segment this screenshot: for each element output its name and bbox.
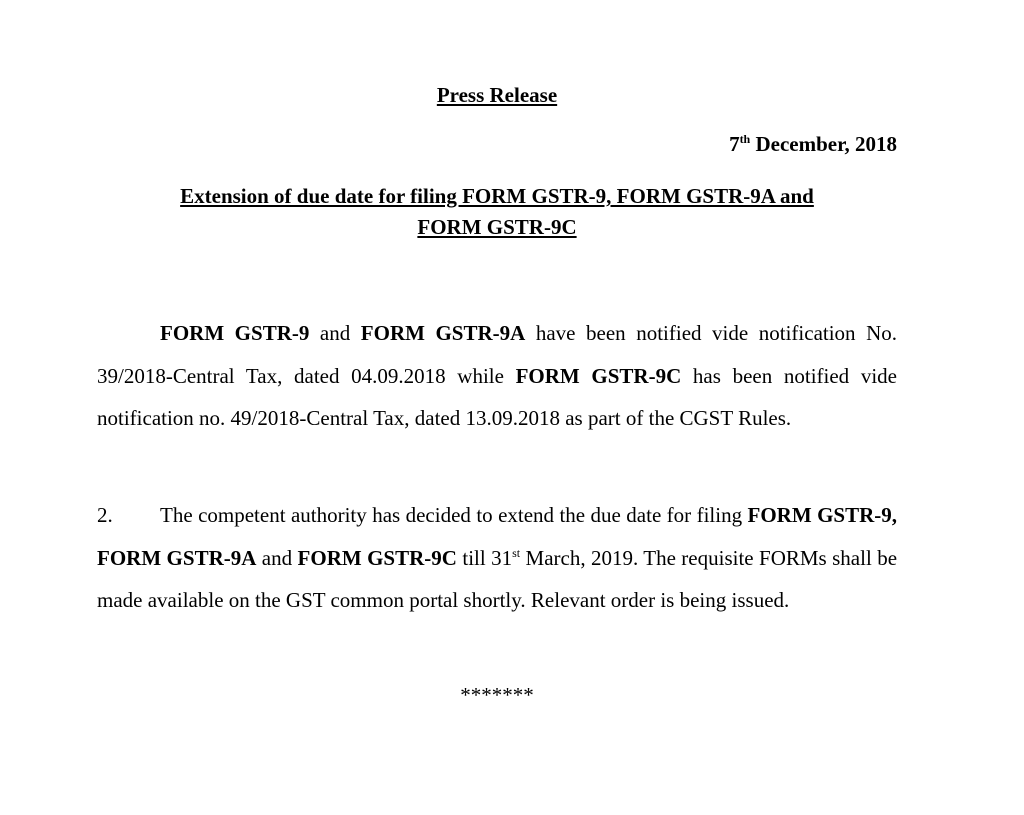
- form-gstr-9-and-9a: FORM GSTR-9, FORM GSTR-9A: [97, 503, 898, 570]
- end-marker: *******: [460, 683, 534, 707]
- paragraph-1-text-1: have been notified vide notification No. 39/2018-Central Tax, dated 04.09.2018 while: [97, 321, 898, 388]
- subject-line-1: Extension of due date for filing FORM GSTR-9, FORM GSTR-9A and: [180, 184, 814, 208]
- till-day-suffix: st: [512, 545, 521, 560]
- release-date: [729, 131, 897, 157]
- paragraph-2-text-1: The competent authority has decided to extend the due date for filing: [160, 503, 748, 527]
- document-title: Press Release: [436, 83, 558, 107]
- subject-line-2: FORM GSTR-9C: [417, 215, 577, 239]
- subject-heading: [97, 181, 897, 243]
- date-day: 7: [729, 132, 740, 156]
- date-month-year: December, 2018: [750, 132, 897, 156]
- paragraph-2: [97, 494, 897, 622]
- paragraph-1: [97, 312, 897, 440]
- paragraph-1-text-2: has been notified vide notification no. 49/2018-Central Tax, dated 13.09.2018 as part of the CGST Rules.: [97, 363, 897, 430]
- paragraph-2-text-2: March, 2019. The requisite FORMs shall be made available on the GST common portal shortly. Relevant order is being issued.: [97, 545, 898, 612]
- paragraph-2-and: and: [256, 545, 298, 570]
- form-gstr-9a: FORM GSTR-9A: [360, 321, 526, 345]
- paragraph-number: 2.: [97, 503, 113, 527]
- paragraph-2-till: till 31: [456, 545, 513, 570]
- form-gstr-9c: FORM GSTR-9C: [515, 363, 682, 388]
- date-day-suffix: th: [739, 132, 751, 146]
- form-gstr-9c-2: FORM GSTR-9C: [297, 545, 457, 570]
- form-gstr-9: FORM GSTR-9: [160, 321, 310, 345]
- paragraph-1-and: and: [309, 321, 361, 345]
